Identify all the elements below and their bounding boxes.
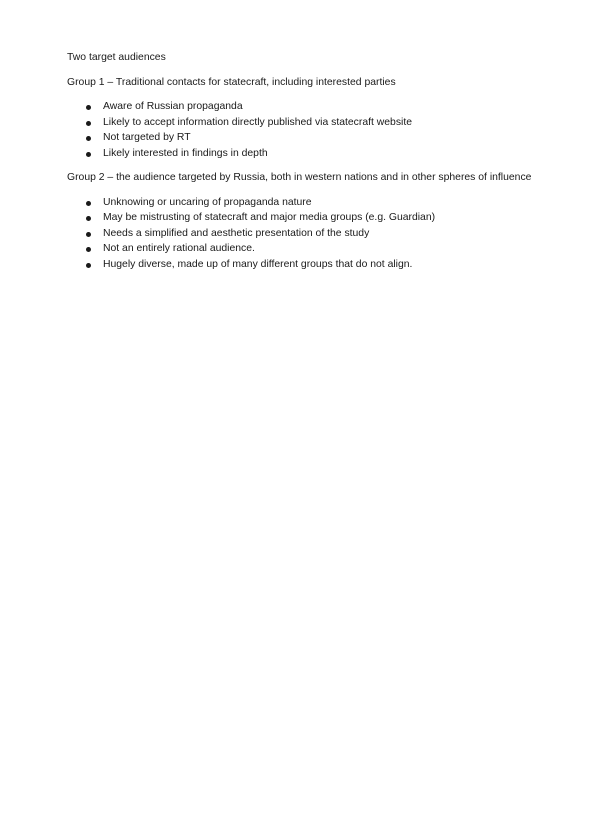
list-item-text: Aware of Russian propaganda (103, 101, 243, 112)
list-item-text: Likely to accept information directly published via statecraft website (103, 116, 412, 128)
list-item (67, 241, 547, 257)
list-item-text: Not an entirely rational audience. (103, 243, 255, 254)
list-item (67, 146, 547, 162)
list-item (67, 99, 547, 115)
group-1-title: Group 1 – Traditional contacts for statecraft, including interested parties (67, 76, 396, 88)
list-item (67, 226, 547, 242)
list-item-text: Unknowing or uncaring of propaganda nature (103, 196, 312, 208)
document-heading: Two target audiences (67, 52, 166, 63)
list-item (67, 210, 547, 226)
list-item (67, 115, 547, 131)
bullet-icon (86, 263, 91, 268)
list-item-text: Likely interested in findings in depth (103, 147, 268, 159)
document-body (67, 50, 547, 281)
bullet-icon (86, 152, 91, 157)
list-item (67, 130, 547, 146)
group-2-list (67, 195, 547, 273)
list-item-text: May be mistrusting of statecraft and major media groups (e.g. Guardian) (103, 212, 436, 223)
bullet-icon (86, 201, 91, 206)
list-item-text: Not targeted by RT (103, 132, 191, 143)
bullet-icon (86, 232, 91, 237)
list-item-text: Needs a simplified and aesthetic presentation of the study (103, 227, 370, 239)
group-2-title: Group 2 – the audience targeted by Russia, both in western nations and in other spheres of influence (67, 172, 532, 183)
bullet-icon (86, 121, 91, 126)
list-item (67, 195, 547, 211)
bullet-icon (86, 247, 91, 252)
list-item (67, 257, 547, 273)
list-item-text: Hugely diverse, made up of many different groups that do not align. (103, 258, 413, 270)
bullet-icon (86, 105, 91, 110)
bullet-icon (86, 136, 91, 141)
bullet-icon (86, 216, 91, 221)
group-1-list (67, 99, 547, 161)
